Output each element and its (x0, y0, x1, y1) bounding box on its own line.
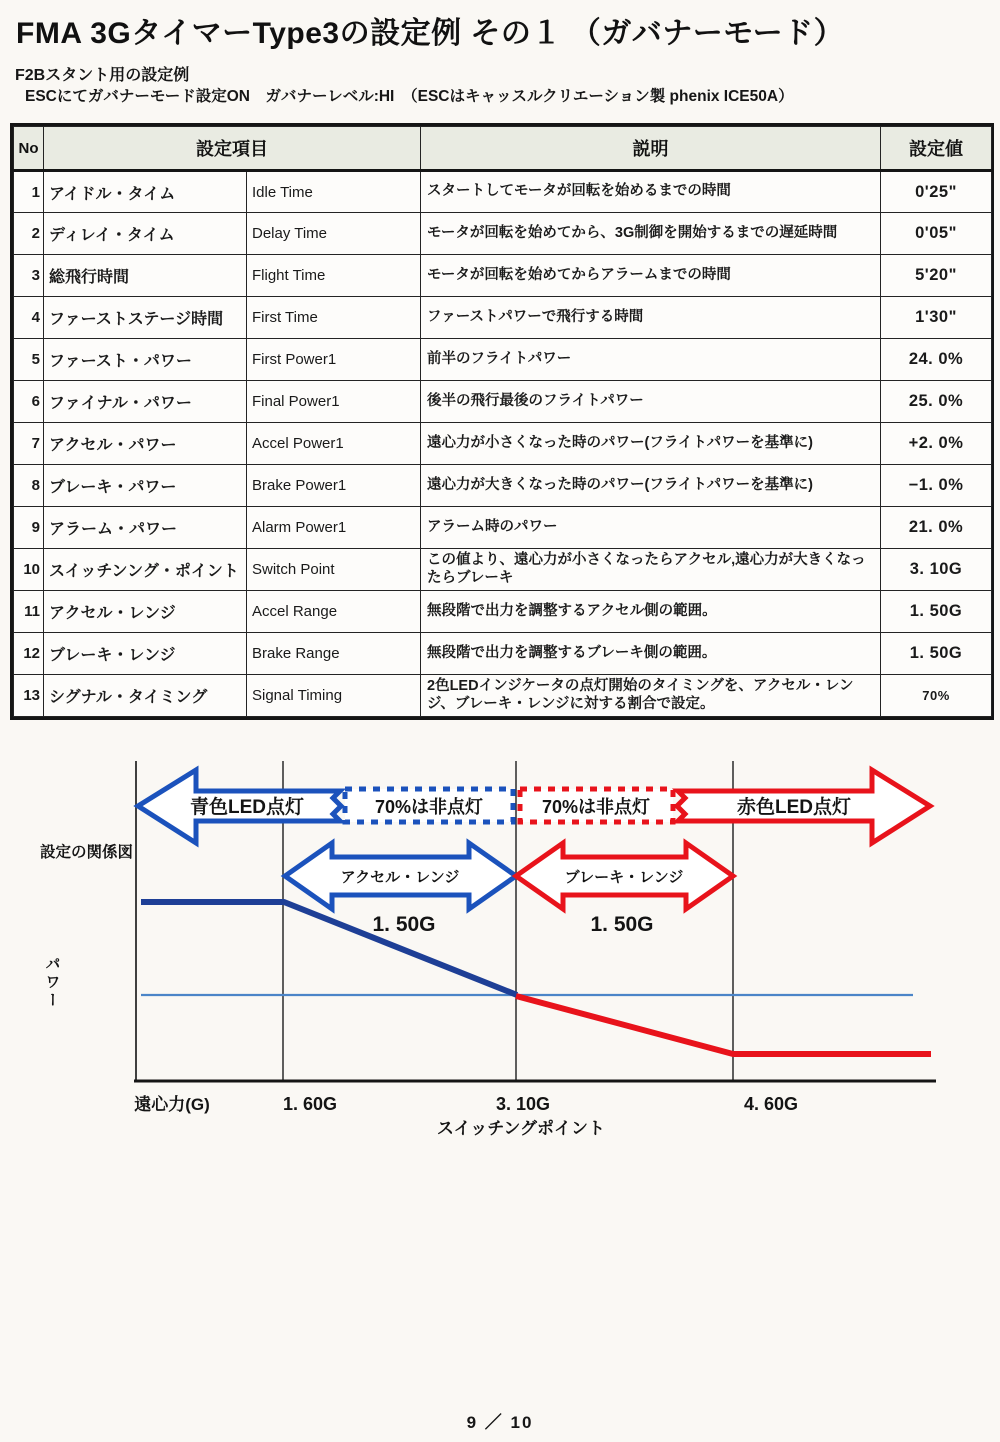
cell-description: スタートしてモータが回転を始めるまでの時間 (421, 171, 881, 213)
tick-3-10g: 3. 10G (495, 1094, 551, 1114)
cell-name-en: Accel Power1 (247, 423, 421, 465)
cell-description: 無段階で出力を調整するアクセル側の範囲。 (421, 591, 881, 633)
cell-description: 無段階で出力を調整するブレーキ側の範囲。 (421, 633, 881, 675)
power-axis-label: パワー (43, 956, 61, 1010)
cell-no: 11 (14, 591, 44, 633)
cell-name-jp: アラーム・パワー (44, 507, 247, 549)
settings-relationship-diagram (0, 753, 1000, 1153)
header-value: 設定値 (881, 127, 992, 171)
cell-name-en: Brake Power1 (247, 465, 421, 507)
switching-point-note: スイッチングポイント (436, 1119, 606, 1138)
cell-no: 12 (14, 633, 44, 675)
table-row (14, 171, 992, 213)
cell-name-jp: ディレイ・タイム (44, 213, 247, 255)
table-row (14, 507, 992, 549)
cell-description: この値より、遠心力が小さくなったらアクセル,遠心力が大きくなったらブレーキ (421, 549, 881, 591)
cell-name-jp: ブレーキ・パワー (44, 465, 247, 507)
table-row (14, 339, 992, 381)
cell-no: 1 (14, 171, 44, 213)
cell-name-jp: ファーストステージ時間 (44, 297, 247, 339)
table-row (14, 255, 992, 297)
page-title: FMA 3GタイマーType3の設定例 その１ （ガバナーモード） (16, 17, 845, 50)
cell-name-jp: スイッチンング・ポイント (44, 549, 247, 591)
cell-value: +2. 0% (881, 423, 992, 465)
cell-no: 7 (14, 423, 44, 465)
cell-description: モータが回転を始めてから、3G制御を開始するまでの遅延時間 (421, 213, 881, 255)
tick-1-60g: 1. 60G (282, 1094, 338, 1114)
blue-led-label: 青色LED点灯 (189, 797, 305, 818)
table-row (14, 465, 992, 507)
header-description: 説明 (421, 127, 881, 171)
diagram-caption: 設定の関係図 (40, 844, 134, 861)
cell-name-jp: アイドル・タイム (44, 171, 247, 213)
cell-name-en: Switch Point (247, 549, 421, 591)
cell-no: 3 (14, 255, 44, 297)
header-item: 設定項目 (44, 127, 421, 171)
table-row (14, 633, 992, 675)
cell-value: 0'25" (881, 171, 992, 213)
subtitle-esc-settings: ESCにてガバナーモード設定ON ガバナーレベル:HI （ESCはキャッスルクリエーション製 phenix ICE50A） (25, 88, 794, 105)
cell-name-en: Flight Time (247, 255, 421, 297)
cell-no: 2 (14, 213, 44, 255)
accel-range-label: アクセル・レンジ (340, 869, 460, 886)
red-led-label: 赤色LED点灯 (736, 797, 852, 818)
cell-description: 前半のフライトパワー (421, 339, 881, 381)
cell-name-en: Final Power1 (247, 381, 421, 423)
cell-name-jp: ファイナル・パワー (44, 381, 247, 423)
header-no: No (14, 127, 44, 171)
cell-name-en: First Power1 (247, 339, 421, 381)
accel-power-line (141, 902, 517, 995)
cell-description: ファーストパワーで飛行する時間 (421, 297, 881, 339)
table-row (14, 549, 992, 591)
subtitle-usage: F2Bスタント用の設定例 (15, 67, 190, 84)
cell-value: 25. 0% (881, 381, 992, 423)
cell-description: 遠心力が大きくなった時のパワー(フライトパワーを基準に) (421, 465, 881, 507)
cell-name-en: Brake Range (247, 633, 421, 675)
cell-description: モータが回転を始めてからアラームまでの時間 (421, 255, 881, 297)
cell-value: 1. 50G (881, 591, 992, 633)
cell-name-en: First Time (247, 297, 421, 339)
cell-name-jp: アクセル・パワー (44, 423, 247, 465)
cell-value: 5'20" (881, 255, 992, 297)
cell-no: 8 (14, 465, 44, 507)
table-row (14, 675, 992, 717)
cell-name-en: Signal Timing (247, 675, 421, 717)
cell-no: 4 (14, 297, 44, 339)
cell-value: 1. 50G (881, 633, 992, 675)
cell-value: 1'30" (881, 297, 992, 339)
accel-range-value: 1. 50G (372, 913, 436, 936)
cell-name-jp: アクセル・レンジ (44, 591, 247, 633)
table-header-row (14, 127, 992, 171)
cell-value: 70% (881, 675, 992, 717)
table-row (14, 591, 992, 633)
cell-name-jp: 総飛行時間 (44, 255, 247, 297)
cell-name-en: Accel Range (247, 591, 421, 633)
brake-power-line (516, 996, 931, 1054)
x-axis-label: 遠心力(G) (134, 1095, 210, 1114)
cell-description: 2色LEDインジケータの点灯開始のタイミングを、アクセル・レンジ、ブレーキ・レンジに対する割合で設定。 (421, 675, 881, 717)
page-number: 9 ／ 10 (466, 1413, 534, 1432)
table-row (14, 381, 992, 423)
cell-name-jp: ブレーキ・レンジ (44, 633, 247, 675)
table-row (14, 423, 992, 465)
blue-nonlit-label: 70%は非点灯 (374, 797, 484, 817)
brake-range-value: 1. 50G (590, 913, 654, 936)
red-nonlit-label: 70%は非点灯 (541, 797, 651, 817)
cell-name-en: Idle Time (247, 171, 421, 213)
table-row (14, 213, 992, 255)
cell-description: 後半の飛行最後のフライトパワー (421, 381, 881, 423)
cell-description: 遠心力が小さくなった時のパワー(フライトパワーを基準に) (421, 423, 881, 465)
cell-value: 3. 10G (881, 549, 992, 591)
cell-no: 6 (14, 381, 44, 423)
cell-description: アラーム時のパワー (421, 507, 881, 549)
cell-name-jp: シグナル・タイミング (44, 675, 247, 717)
table-row (14, 297, 992, 339)
cell-no: 9 (14, 507, 44, 549)
cell-value: 21. 0% (881, 507, 992, 549)
cell-name-en: Delay Time (247, 213, 421, 255)
cell-name-jp: ファースト・パワー (44, 339, 247, 381)
cell-no: 5 (14, 339, 44, 381)
brake-range-label: ブレーキ・レンジ (564, 869, 684, 886)
cell-no: 10 (14, 549, 44, 591)
tick-4-60g: 4. 60G (743, 1094, 799, 1114)
cell-value: −1. 0% (881, 465, 992, 507)
cell-value: 24. 0% (881, 339, 992, 381)
cell-value: 0'05" (881, 213, 992, 255)
cell-no: 13 (14, 675, 44, 717)
settings-table (10, 123, 994, 720)
cell-name-en: Alarm Power1 (247, 507, 421, 549)
